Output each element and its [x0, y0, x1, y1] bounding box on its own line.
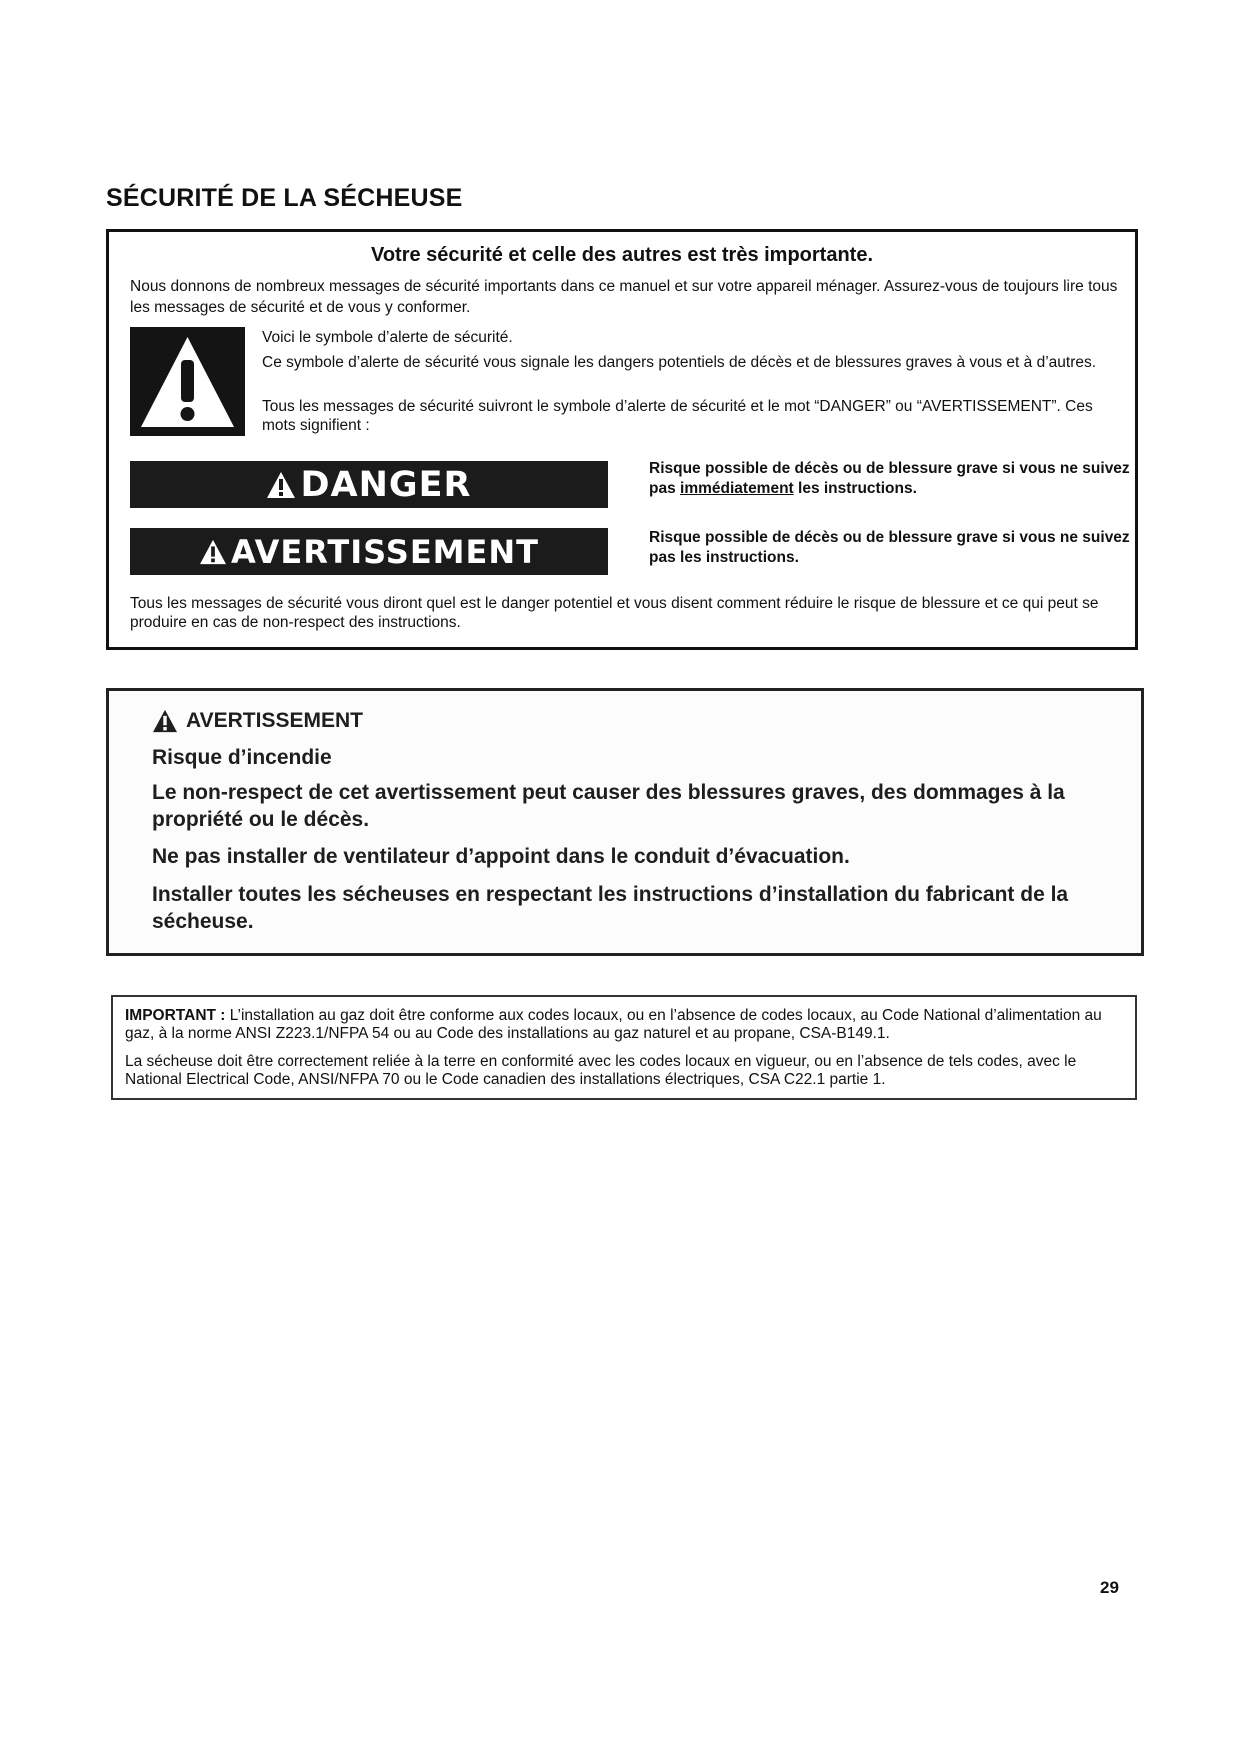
warning-signal-bar: [130, 528, 608, 575]
symbol-line-2: Ce symbole d’alerte de sécurité vous signale les dangers potentiels de décès et de blessures graves à vous et à d’autres.: [262, 354, 1097, 371]
symbol-line-3: Tous les messages de sécurité suivront le symbole d’alerte de sécurité et le mot “DANGER” ou “AVERTISSEMENT”. Ces mots signifient :: [262, 398, 1093, 434]
danger-signal-bar: [130, 461, 608, 508]
important-paragraph-1: IMPORTANT : L’installation au gaz doit être conforme aux codes locaux, ou en l’absence de codes locaux, au Code National d’alimentation au gaz, à la norme ANSI Z223.1/NFPA 54 ou au Code des installations au gaz naturel et au propane, CSA-B149.1.: [125, 1007, 1102, 1042]
important-label: IMPORTANT :: [125, 1007, 226, 1024]
fire-instruction-2: Installer toutes les sécheuses en respectant les instructions d’installation du fabricant de la sécheuse.: [152, 883, 1069, 933]
warning-description: Risque possible de décès ou de blessure grave si vous ne suivez pas les instructions.: [649, 529, 1130, 566]
fire-consequence: Le non-respect de cet avertissement peut causer des blessures graves, des dommages à la propriété ou le décès.: [152, 781, 1065, 831]
important-paragraph-2: La sécheuse doit être correctement reliée à la terre en conformité avec les codes locaux en vigueur, ou en l’absence de tels codes, avec le National Electrical Code, ANSI/NFPA 70 ou le Code canadien des installations électriques, CSA C22.1 partie 1.: [125, 1053, 1077, 1088]
danger-emphasis: immédiatement: [680, 480, 794, 497]
fire-instruction-1: Ne pas installer de ventilateur d’appoint dans le conduit d’évacuation.: [152, 845, 850, 868]
fire-warning-box: [106, 688, 1144, 956]
safety-alert-symbol-icon: [130, 327, 245, 436]
fire-warning-title: AVERTISSEMENT: [152, 709, 363, 733]
safety-intro: Nous donnons de nombreux messages de sécurité importants dans ce manuel et sur votre appareil ménager. Assurez-vous de toujours lire tous les messages de sécurité et de vous y conformer.: [130, 278, 1118, 316]
symbol-line-1: Voici le symbole d’alerte de sécurité.: [262, 329, 513, 346]
danger-label: DANGER: [300, 464, 472, 505]
danger-description: Risque possible de décès ou de blessure grave si vous ne suivez pas immédiatement les instructions.: [649, 460, 1130, 497]
fire-hazard: Risque d’incendie: [152, 746, 332, 769]
warning-label: AVERTISSEMENT: [231, 532, 539, 571]
important-notice-box: [111, 995, 1137, 1100]
page-title: SÉCURITÉ DE LA SÉCHEUSE: [106, 184, 463, 212]
safety-outro: Tous les messages de sécurité vous diront quel est le danger potentiel et vous disent comment réduire le risque de blessure et ce qui peut se produire en cas de non-respect des instructions.: [130, 595, 1099, 631]
safety-info-box: [106, 229, 1138, 650]
warning-triangle-icon: [152, 709, 178, 733]
warning-triangle-icon: [199, 539, 227, 565]
safety-heading: Votre sécurité et celle des autres est très importante.: [370, 244, 874, 266]
warning-triangle-icon: [266, 471, 296, 499]
page-number: 29: [1100, 1578, 1119, 1597]
